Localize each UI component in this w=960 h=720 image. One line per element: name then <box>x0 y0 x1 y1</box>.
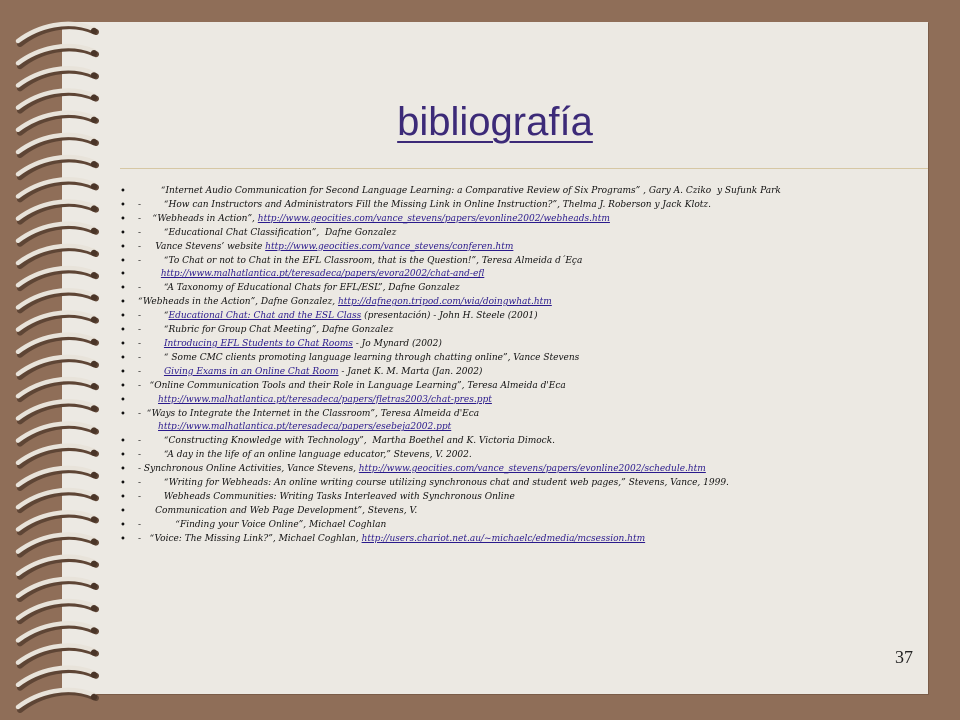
reference-text: - “ <box>138 311 169 322</box>
reference-text <box>138 395 158 405</box>
reference-link[interactable]: http://www.malhatlantica.pt/teresadeca/papers/fletras2003/chat-pres.ppt <box>158 394 492 405</box>
reference-link[interactable]: Giving Exams in an Online Chat Room <box>163 366 339 377</box>
reference-text: - “Voice: The Missing Link?”, Michael Coghlan, <box>138 533 362 544</box>
reference-item <box>118 533 918 547</box>
reference-text: - “Writing for Webheads: An online writing course utilizing synchronous chat and student web pages,” Stevens, Vance, 1999. <box>138 478 729 489</box>
reference-text: - Webheads Communities: Writing Tasks Interleaved with Synchronous Online <box>138 491 515 502</box>
page-number: 37 <box>895 647 913 667</box>
reference-text: - “Finding your Voice Online”, Michael Coghlan <box>138 519 387 530</box>
reference-item <box>118 338 918 352</box>
reference-item <box>118 408 918 436</box>
reference-item <box>118 449 918 463</box>
reference-item <box>118 227 918 241</box>
reference-text-suffix: - Jo Mynard (2002) <box>352 338 442 349</box>
reference-link[interactable]: http://dafnegon.tripod.com/wia/doingwhat.htm <box>337 297 552 308</box>
reference-indent <box>138 422 158 432</box>
reference-text: - Vance Stevens’ website <box>138 241 266 252</box>
reference-list <box>118 185 918 547</box>
reference-link[interactable]: http://www.malhatlantica.pt/teresadeca/papers/evora2002/chat-and-efl <box>160 269 485 280</box>
reference-continuation <box>138 421 918 435</box>
reference-item <box>118 310 918 324</box>
reference-item <box>118 324 918 338</box>
reference-text: - “To Chat or not to Chat in the EFL Classroom, that is the Question!”, Teresa Almeida d´Eça <box>138 255 583 266</box>
reference-link[interactable]: http://www.geocities.com/vance_stevens/papers/evonline2002/webheads.htm <box>257 213 610 224</box>
reference-text: - <box>138 338 164 349</box>
reference-text: - “ Some CMC clients promoting language learning through chatting online”, Vance Stevens <box>138 352 580 363</box>
reference-item <box>118 505 918 519</box>
reference-text <box>138 269 161 279</box>
reference-item <box>118 477 918 491</box>
page-title: bibliografía <box>397 100 593 144</box>
reference-item <box>118 491 918 505</box>
reference-text: - “Online Communication Tools and their Role in Language Learning”, Teresa Almeida d'Eca <box>138 380 566 391</box>
reference-item <box>118 255 918 269</box>
reference-text: - Synchronous Online Activities, Vance Stevens, <box>138 464 359 475</box>
reference-text-suffix: (presentación) - John H. Steele (2001) <box>361 311 538 322</box>
reference-item <box>118 199 918 213</box>
reference-link[interactable]: Introducing EFL Students to Chat Rooms <box>163 338 353 349</box>
reference-item <box>118 435 918 449</box>
reference-text: - “Rubric for Group Chat Meeting”, Dafne Gonzalez <box>138 325 394 336</box>
reference-item <box>118 352 918 366</box>
reference-text: - “Constructing Knowledge with Technology”, Martha Boethel and K. Victoria Dimock. <box>138 436 556 447</box>
reference-link[interactable]: Educational Chat: Chat and the ESL Class <box>168 311 362 322</box>
reference-item <box>118 185 918 199</box>
reference-text: “Webheads in the Action”, Dafne Gonzalez, <box>138 297 338 308</box>
reference-item <box>118 519 918 533</box>
reference-text: “Internet Audio Communication for Second Language Learning: a Comparative Review of Six Programs” , Gary A. Cziko y Sufunk Park <box>138 186 781 196</box>
slide <box>62 22 928 694</box>
reference-item <box>118 463 918 477</box>
reference-item <box>118 213 918 227</box>
reference-link[interactable]: http://www.geocities.com/vance_stevens/conferen.htm <box>265 241 514 252</box>
reference-item <box>118 394 918 408</box>
reference-text: - “A day in the life of an online language educator,” Stevens, V. 2002. <box>138 450 472 461</box>
reference-text: - <box>138 366 164 377</box>
reference-text: - “How can Instructors and Administrators Fill the Missing Link in Online Instruction?”, Thelma J. Roberson y Jack Klotz. <box>138 199 711 210</box>
reference-link[interactable]: http://www.malhatlantica.pt/teresadeca/papers/esebeja2002.ppt <box>158 422 452 433</box>
reference-item <box>118 380 918 394</box>
reference-item <box>118 241 918 255</box>
reference-item <box>118 282 918 296</box>
reference-link[interactable]: http://users.chariot.net.au/~michaelc/edmedia/mcsession.htm <box>361 533 646 544</box>
reference-text: - “Ways to Integrate the Internet in the Classroom”, Teresa Almeida d'Eca <box>138 408 480 419</box>
reference-item <box>118 268 918 282</box>
reference-text: - “Educational Chat Classification”, Dafne Gonzalez <box>138 227 397 238</box>
reference-item <box>118 296 918 310</box>
title-divider <box>120 168 928 169</box>
reference-text-suffix: - Janet K. M. Marta (Jan. 2002) <box>338 366 483 377</box>
reference-text: Communication and Web Page Development”, Stevens, V. <box>138 505 418 516</box>
reference-text: - “Webheads in Action”, <box>138 213 258 224</box>
reference-item <box>118 366 918 380</box>
reference-link[interactable]: http://www.geocities.com/vance_stevens/papers/evonline2002/schedule.htm <box>358 464 706 475</box>
reference-text: - “A Taxonomy of Educational Chats for EFL/ESL”, Dafne Gonzalez <box>138 283 460 294</box>
